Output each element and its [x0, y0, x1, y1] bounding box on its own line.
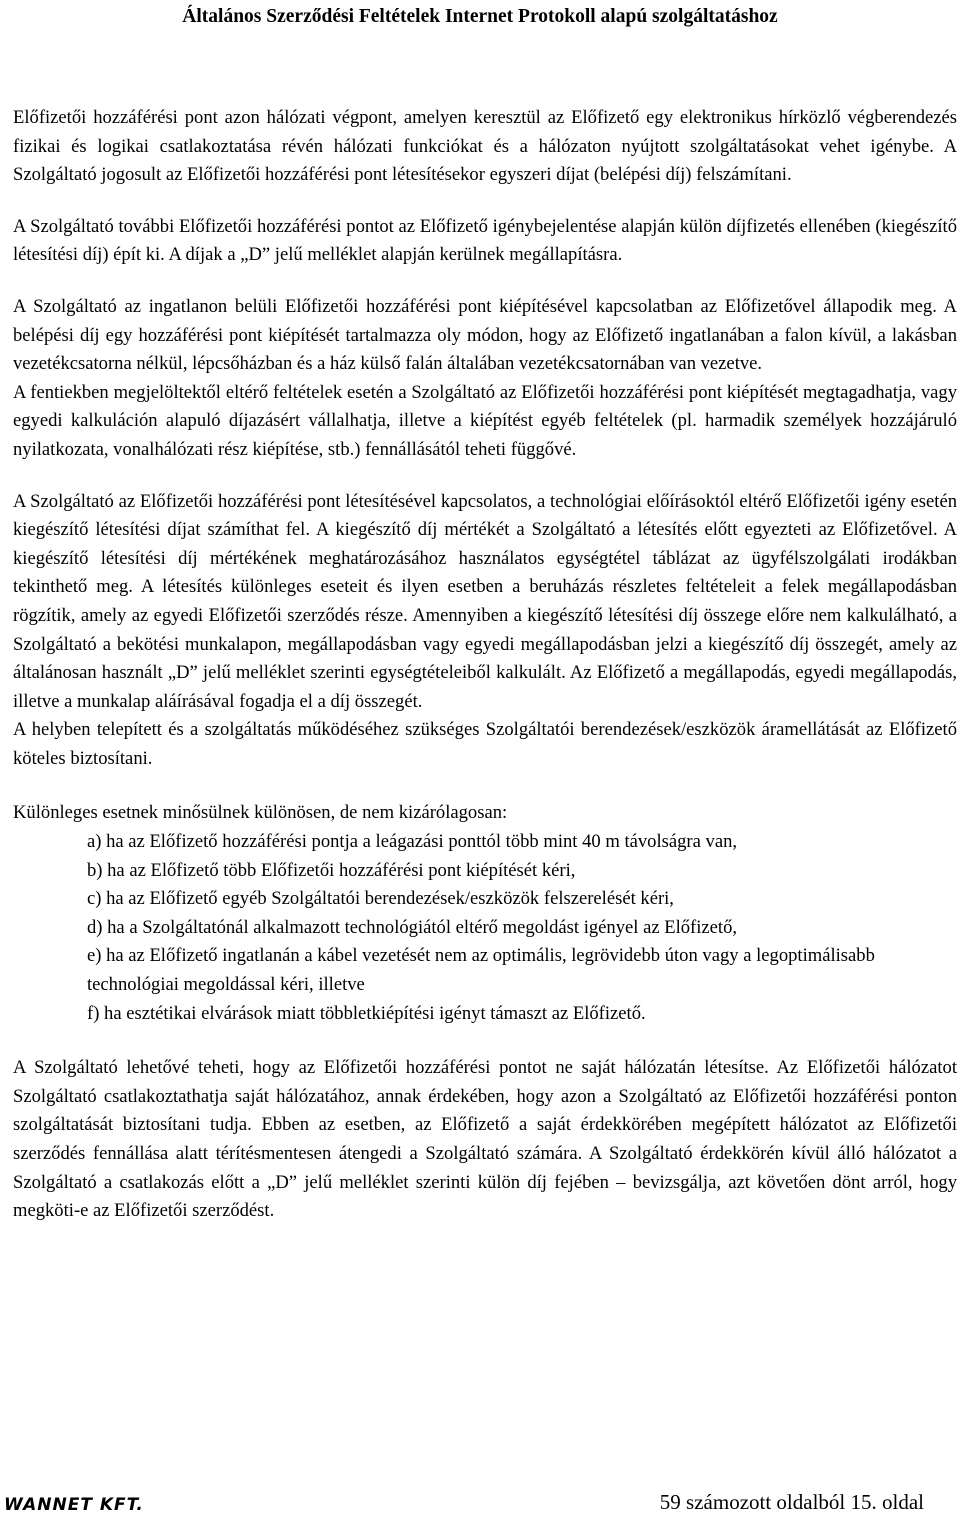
list-item: d) ha a Szolgáltatónál alkalmazott technológiától eltérő megoldást igényel az Előfizető,	[87, 916, 738, 938]
list-item: f) ha esztétikai elvárások miatt többletkiépítési igényt támaszt az Előfizető.	[87, 1002, 646, 1024]
paragraph-spacer	[13, 773, 957, 799]
paragraph-different-conditions: A fentiekben megjelöltektől eltérő feltételek esetén a Szolgáltató az Előfizetői hozzáférési pont kiépítését megtagadhatja, vagy egyedi kalkuláción alapuló díjazásért vállalhatja, illetve a kiépítést egyéb feltételek (pl. harmadik személyek hozzájáruló nyilatkozata, vonalhálózati rész kiépítése, stb.) fennállásától teheti függővé.	[13, 381, 957, 460]
list-item: c) ha az Előfizető egyéb Szolgáltatói berendezések/eszközök felszerelését kéri,	[87, 888, 674, 910]
paragraph-spacer	[13, 465, 957, 488]
page-number: 59 számozott oldalból 15. oldal	[659, 1490, 924, 1514]
document-header: Általános Szerződési Feltételek Internet Protokoll alapú szolgáltatáshoz	[182, 6, 778, 27]
paragraph-in-property-installation: A Szolgáltató az ingatlanon belüli Előfizetői hozzáférési pont kiépítésével kapcsolatban az Előfizetővel állapodik meg. A belépési díj egy hozzáférési pont kiépítését tartalmazza oly módon, hogy az Előfizető ingatlanában a falon kívül, a lakásban vezetékcsatorna nélkül, lépcsőházban és a ház külső falán általában vezetékcsatornában van vezetve.	[13, 295, 957, 375]
paragraph-supplementary-fee: A Szolgáltató az Előfizetői hozzáférési pont létesítésével kapcsolatos, a technológiai előírásoktól eltérő Előfizetői igény esetén kiegészítő létesítési díjat számíthat fel. A kiegészítő díj mértékét a Szolgáltató a létesítés előtt egyezteti az Előfizetővel. A kiegészítő létesítési díj mértékének meghatározásához használatos egységtétel táblázat az ügyfélszolgálati irodákban tekinthető meg. A létesítés különleges eseteit és ilyen esetben a beruházás részletes feltételeit a felek megállapodásban rögzítik, amely az egyedi Előfizetői szerződés része. Amennyiben a kiegészítő létesítési díj összege előre nem kalkulálható, a Szolgáltató a bekötési munkalapon, megállapodásban vagy egyedi megállapodásban jelzi a kiegészítő díj összegét, amely az általánosan használt „D” jelű melléklet szerinti egységtételeiből kalkulált. Az Előfizető a megállapodás, egyedi megállapodás, illetve a munkalap aláírásával fogadja el a díj összegét.	[13, 490, 957, 712]
paragraph-third-party-network: A Szolgáltató lehetővé teheti, hogy az Előfizetői hozzáférési pontot ne saját hálózatán létesítse. Az Előfizetői hálózatot Szolgáltató csatlakoztathatja saját hálózatához, annak érdekében, hogy azon a Szolgáltató az Előfizetői hozzáférési ponton szolgáltatását biztosítani tudja. Ebben az esetben, az Előfizető a saját érdekkörében megépített hálózatot az Előfizetői szerződés fennállása alatt térítésmentesen átengedi a Szolgáltató számára. A Szolgáltató érdekkörén kívül álló hálózatot a Szolgáltató a csatlakozás előtt a „D” jelű melléklet szerinti külön díj fejében – bevizsgálja, azt követően dönt arról, hogy megköti-e az Előfizetői szerződést.	[13, 1057, 957, 1222]
paragraph-spacer	[13, 190, 957, 213]
paragraph-spacer	[13, 1028, 957, 1054]
special-cases-list	[13, 828, 957, 1028]
list-item: b) ha az Előfizető több Előfizetői hozzáférési pont kiépítését kéri,	[87, 859, 576, 881]
paragraph-special-cases-intro: Különleges esetnek minősülnek különösen, de nem kizárólagosan:	[13, 802, 508, 824]
paragraph-additional-access-point: A Szolgáltató további Előfizetői hozzáférési pontot az Előfizető igénybejelentése alapján külön díjfizetés ellenében (kiegészítő létesítési díj) épít ki. A díjak a „D” jelű melléklet alapján kerülnek megállapításra.	[13, 215, 957, 266]
list-item: a) ha az Előfizető hozzáférési pontja a leágazási ponttól több mint 40 m távolságra van,	[87, 831, 738, 853]
paragraph-access-point-definition: Előfizetői hozzáférési pont azon hálózati végpont, amelyen keresztül az Előfizető egy elektronikus hírközlő végberendezés fizikai és logikai csatlakoztatása révén hálózati funkciókat és a hálózaton nyújtott szolgáltatásokat vehet igénybe. A Szolgáltató jogosult az Előfizetői hozzáférési pont létesítésekor egyszeri díjat (belépési díj) felszámítani.	[13, 107, 957, 186]
company-logo: WANNET KFT.	[4, 1495, 144, 1515]
paragraph-power-supply: A helyben telepített és a szolgáltatás működéséhez szükséges Szolgáltatói berendezések/eszközök áramellátását az Előfizető köteles biztosítani.	[13, 719, 957, 769]
document-body	[13, 104, 957, 1226]
list-item: e) ha az Előfizető ingatlanán a kábel vezetését nem az optimális, legrövidebb úton vagy a legoptimálisabb technológiai megoldással kéri, illetve	[87, 945, 875, 996]
paragraph-spacer	[13, 270, 957, 293]
